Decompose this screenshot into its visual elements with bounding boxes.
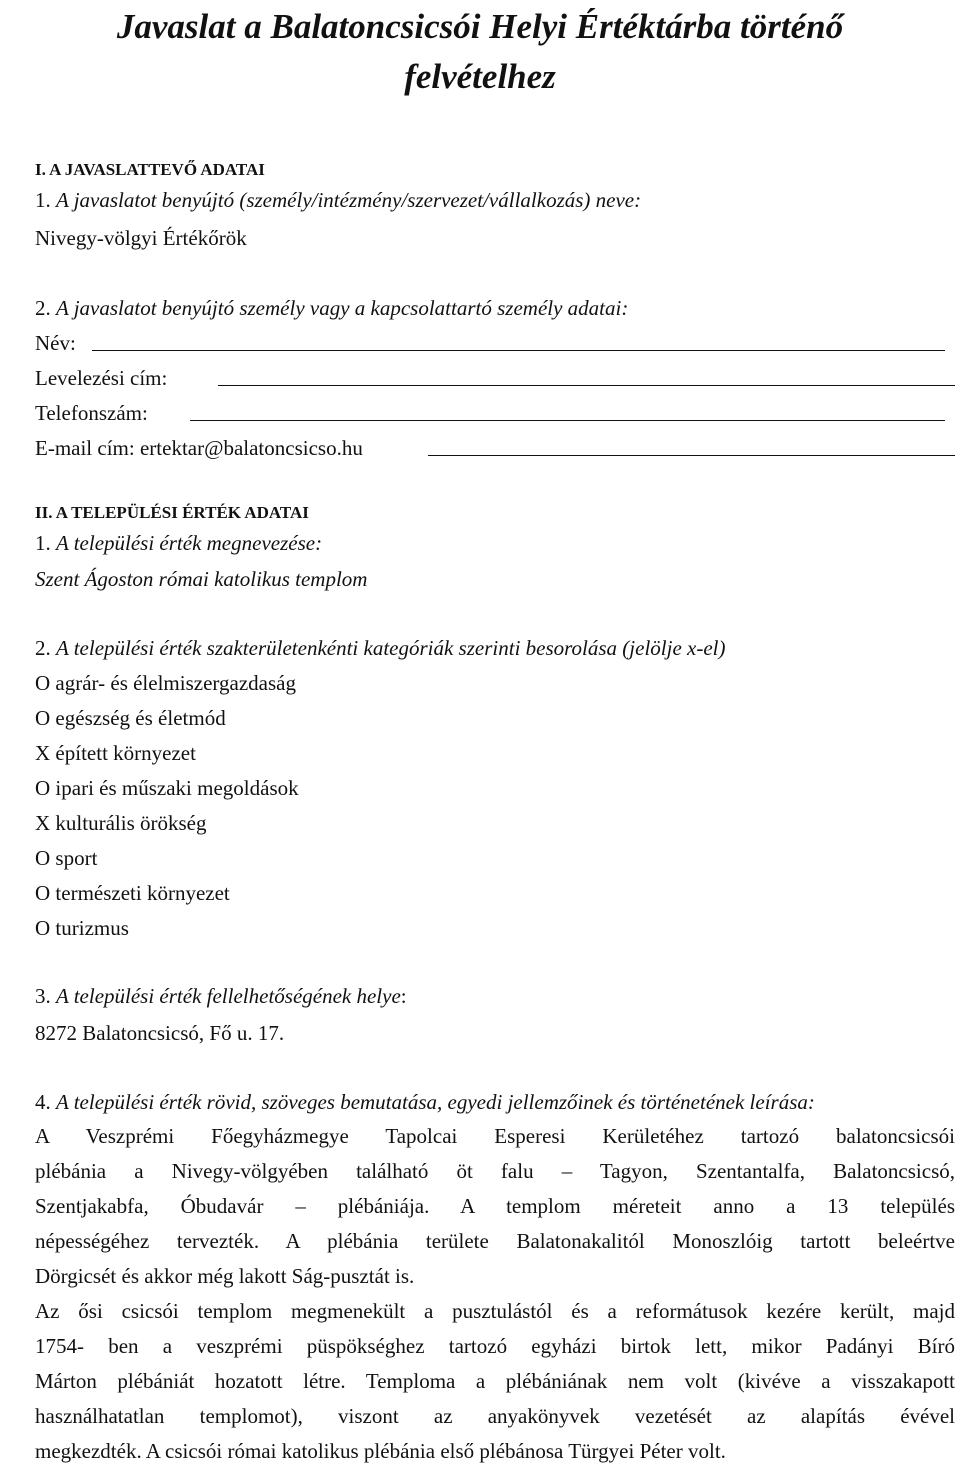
category-mark: O — [35, 671, 51, 695]
question-number: 2. — [35, 636, 51, 660]
category-label: sport — [55, 846, 98, 870]
category-mark: O — [35, 881, 51, 905]
phone-label: Telefonszám: — [35, 401, 148, 425]
question-text: A települési érték fellelhetőségének helye — [56, 984, 401, 1008]
category-label: egészség és életmód — [55, 706, 226, 730]
section-2-question-3 — [35, 983, 407, 1009]
section-2-question-4 — [35, 1089, 815, 1115]
category-item — [35, 880, 230, 906]
paragraph-line: plébánia a Nivegy-völgyében található öt falu – Tagyon, Szentantalfa, Balatoncsicsó, — [35, 1159, 955, 1183]
question-text: A települési érték szakterületenkénti kategóriák szerinti besorolása (jelölje x-el) — [56, 636, 726, 660]
description-paragraph-2 — [35, 1294, 955, 1469]
email-label: E-mail cím: — [35, 436, 135, 460]
category-item — [35, 670, 296, 696]
paragraph-line: A Veszprémi Főegyházmegye Tapolcai Esperesi Kerületéhez tartozó balatoncsicsói — [35, 1124, 955, 1148]
category-item — [35, 845, 97, 871]
category-label: turizmus — [55, 916, 129, 940]
document-title-line-1: Javaslat a Balatoncsicsói Helyi Értéktárba történő — [116, 7, 844, 46]
category-mark: X — [35, 741, 51, 765]
paragraph-line: Szentjakabfa, Óbudavár – plébániája. A templom méreteit anno a 13 település — [35, 1194, 955, 1218]
submitter-name-answer: Nivegy-völgyi Értékőrök — [35, 226, 247, 250]
paragraph-line: megkezdték. A csicsói római katolikus plébánia első plébánosa Türgyei Péter volt. — [35, 1439, 726, 1463]
category-mark: X — [35, 811, 51, 835]
section-1-heading: I. A JAVASLATTEVŐ ADATAI — [35, 160, 265, 179]
question-number: 2. — [35, 296, 51, 320]
category-item — [35, 915, 129, 941]
question-text: A települési érték rövid, szöveges bemutatása, egyedi jellemzőinek és történetének leírása: — [56, 1090, 815, 1114]
email-value: ertektar@balatoncsicso.hu — [139, 436, 363, 460]
category-label: természeti környezet — [55, 881, 230, 905]
category-item — [35, 810, 206, 836]
address-label: Levelezési cím: — [35, 366, 168, 390]
section-1-question-2 — [35, 295, 628, 321]
category-mark: O — [35, 916, 51, 940]
address-field-line — [218, 385, 955, 386]
category-label: kulturális örökség — [55, 811, 207, 835]
email-row — [35, 435, 363, 461]
description-paragraph-1 — [35, 1119, 955, 1294]
email-field-line — [428, 455, 955, 456]
section-2-question-2 — [35, 635, 725, 661]
category-label: agrár- és élelmiszergazdaság — [55, 671, 296, 695]
question-text: A javaslatot benyújtó (személy/intézmény/szervezet/vállalkozás) neve: — [56, 188, 642, 212]
question-colon: : — [400, 984, 407, 1008]
category-item — [35, 740, 196, 766]
paragraph-line: népességéhez tervezték. A plébánia területe Balatonakalitól Monoszlóig tartott beleértve — [35, 1229, 955, 1253]
section-2-heading: II. A TELEPÜLÉSI ÉRTÉK ADATAI — [35, 503, 309, 522]
paragraph-line: Dörgicsét és akkor még lakott Ság-pusztát is. — [35, 1264, 415, 1288]
name-label: Név: — [35, 331, 76, 355]
question-text: A javaslatot benyújtó személy vagy a kapcsolattartó személy adatai: — [56, 296, 629, 320]
category-label: épített környezet — [55, 741, 196, 765]
paragraph-line: Márton plébániát hozatott létre. Temploma a plébániának nem volt (kivéve a visszakapott — [35, 1369, 955, 1393]
name-field-line — [92, 350, 945, 351]
paragraph-line: Az ősi csicsói templom megmenekült a pusztulástól és a reformátusok kezére került, majd — [35, 1299, 955, 1323]
category-mark: O — [35, 706, 51, 730]
question-text: A települési érték megnevezése: — [56, 531, 323, 555]
section-2-question-1 — [35, 530, 322, 556]
category-label: ipari és műszaki megoldások — [55, 776, 299, 800]
paragraph-line: 1754- ben a veszprémi püspökséghez tartozó egyházi birtok lett, mikor Padányi Bíró — [35, 1334, 955, 1358]
question-number: 3. — [35, 984, 51, 1008]
document-title-line-2: felvételhez — [404, 57, 556, 96]
phone-field-line — [190, 420, 945, 421]
location-answer: 8272 Balatoncsicsó, Fő u. 17. — [35, 1021, 285, 1045]
question-number: 4. — [35, 1090, 51, 1114]
paragraph-line: használhatatlan templomot), viszont az anyakönyvek vezetését az alapítás évével — [35, 1404, 955, 1428]
question-number: 1. — [35, 531, 51, 555]
question-number: 1. — [35, 188, 51, 212]
section-1-question-1 — [35, 187, 641, 213]
category-mark: O — [35, 776, 51, 800]
category-item — [35, 705, 226, 731]
category-mark: O — [35, 846, 51, 870]
value-name-answer: Szent Ágoston római katolikus templom — [35, 567, 368, 591]
category-item — [35, 775, 299, 801]
